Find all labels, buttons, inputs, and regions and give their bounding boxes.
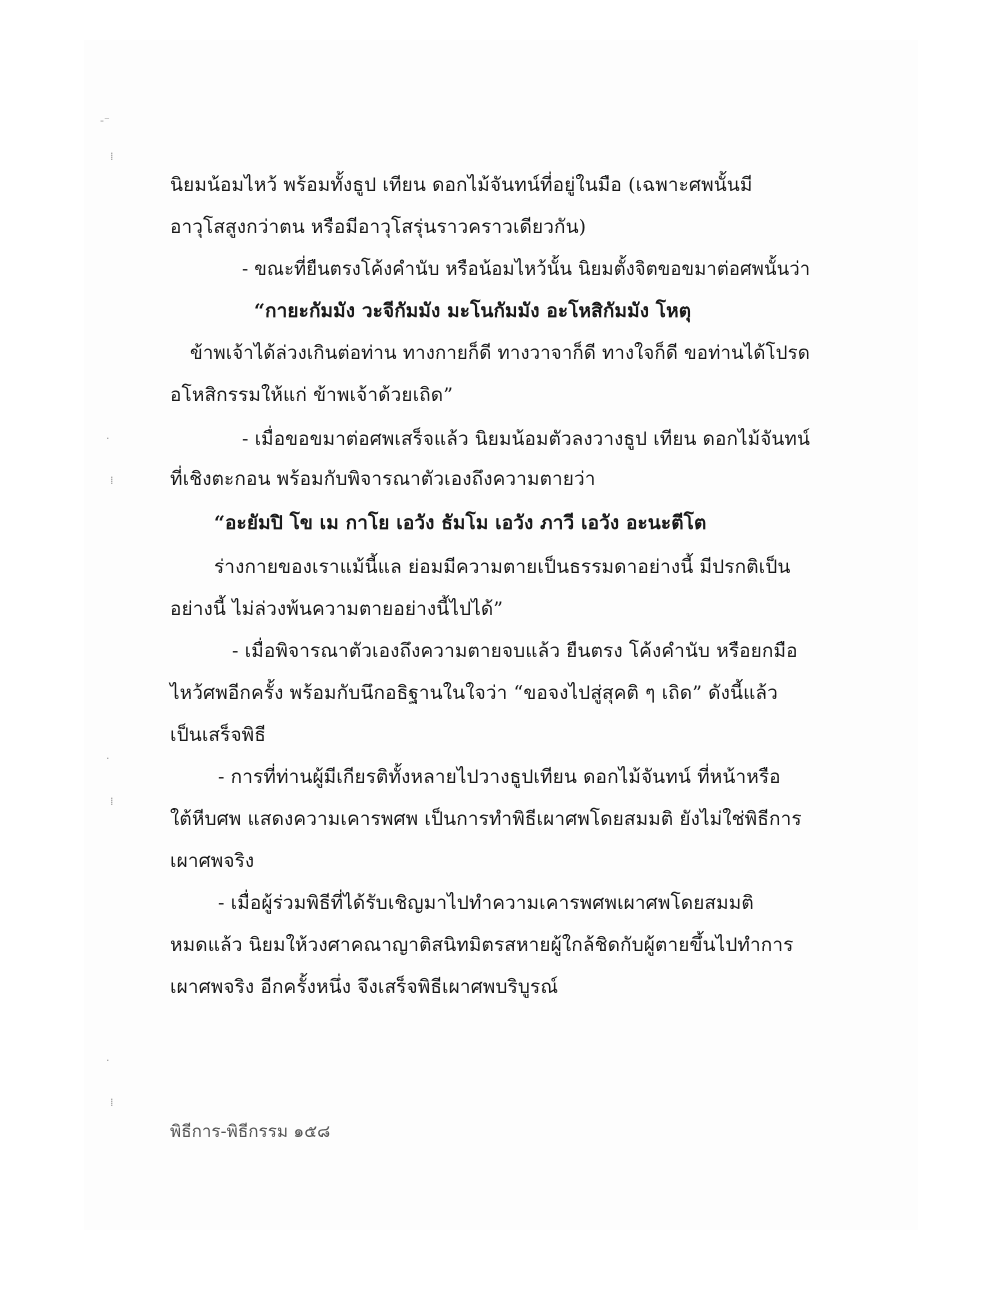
scan-speck: ·	[106, 752, 110, 765]
scan-speck: ⁞	[110, 150, 114, 163]
text-line: หมดแล้ว นิยมให้วงศาคณาญาติสนิทมิตรสหายผู้ใกล้ชิดกับผู้ตายขึ้นไปทำการ	[170, 934, 794, 956]
scan-speck: ·	[106, 432, 110, 445]
text-line: อโหสิกรรมให้แก่ ข้าพเจ้าด้วยเถิด”	[170, 384, 454, 406]
text-line: - เมื่อขอขมาต่อศพเสร็จแล้ว นิยมน้อมตัวลงวางธูป เทียน ดอกไม้จันทน์	[242, 428, 810, 450]
text-line: ไหว้ศพอีกครั้ง พร้อมกับนึกอธิฐานในใจว่า “ขอจงไปสู่สุคติ ๆ เถิด” ดังนี้แล้ว	[170, 682, 778, 704]
scan-speck: ⁞	[110, 474, 114, 487]
text-line: ที่เชิงตะกอน พร้อมกับพิจารณาตัวเองถึงความตายว่า	[170, 468, 596, 490]
text-line: “กายะกัมมัง วะจีกัมมัง มะโนกัมมัง อะโหสิกัมมัง โหตุ	[254, 300, 692, 322]
text-line: - เมื่อพิจารณาตัวเองถึงความตายจบแล้ว ยืนตรง โค้งคำนับ หรือยกมือ	[232, 640, 798, 662]
text-line: - ขณะที่ยืนตรงโค้งคำนับ หรือน้อมไหว้นั้น นิยมตั้งจิตขอขมาต่อศพนั้นว่า	[242, 258, 811, 280]
text-line: อาวุโสสูงกว่าตน หรือมีอาวุโสรุ่นราวคราวเดียวกัน)	[170, 216, 587, 238]
text-line: เป็นเสร็จพิธี	[170, 724, 266, 746]
text-line: - เมื่อผู้ร่วมพิธีที่ได้รับเชิญมาไปทำความเคารพศพเผาศพโดยสมมติ	[218, 892, 754, 914]
scan-speck: -⁻	[100, 114, 110, 127]
text-line: ข้าพเจ้าได้ล่วงเกินต่อท่าน ทางกายก็ดี ทางวาจาก็ดี ทางใจก็ดี ขอท่านได้โปรด	[190, 342, 810, 364]
scan-speck: ⁞	[110, 1096, 114, 1109]
scan-speck: ·	[106, 1054, 110, 1067]
text-line: อย่างนี้ ไม่ล่วงพ้นความตายอย่างนี้ไปได้”	[170, 598, 504, 620]
scan-speck: ⁞	[110, 795, 114, 808]
text-line: ร่างกายของเราแม้นี้แล ย่อมมีความตายเป็นธรรมดาอย่างนี้ มีปรกติเป็น	[214, 556, 791, 578]
text-line: นิยมน้อมไหว้ พร้อมทั้งธูป เทียน ดอกไม้จันทน์ที่อยู่ในมือ (เฉพาะศพนั้นมี	[170, 174, 753, 196]
text-line: ใต้หีบศพ แสดงความเคารพศพ เป็นการทำพิธีเผาศพโดยสมมติ ยังไม่ใช่พิธีการ	[170, 808, 802, 830]
text-line: เผาศพจริง อีกครั้งหนึ่ง จึงเสร็จพิธีเผาศพบริบูรณ์	[170, 976, 559, 998]
text-line: “อะยัมปิ โข เม กาโย เอวัง ธัมโม เอวัง ภาวี เอวัง อะนะตีโต	[214, 512, 707, 534]
text-line: เผาศพจริง	[170, 850, 255, 872]
page-footer: พิธีการ-พิธีกรรม ๑๕๘	[170, 1122, 331, 1142]
text-line: - การที่ท่านผู้มีเกียรติทั้งหลายไปวางธูปเทียน ดอกไม้จันทน์ ที่หน้าหรือ	[218, 766, 781, 788]
